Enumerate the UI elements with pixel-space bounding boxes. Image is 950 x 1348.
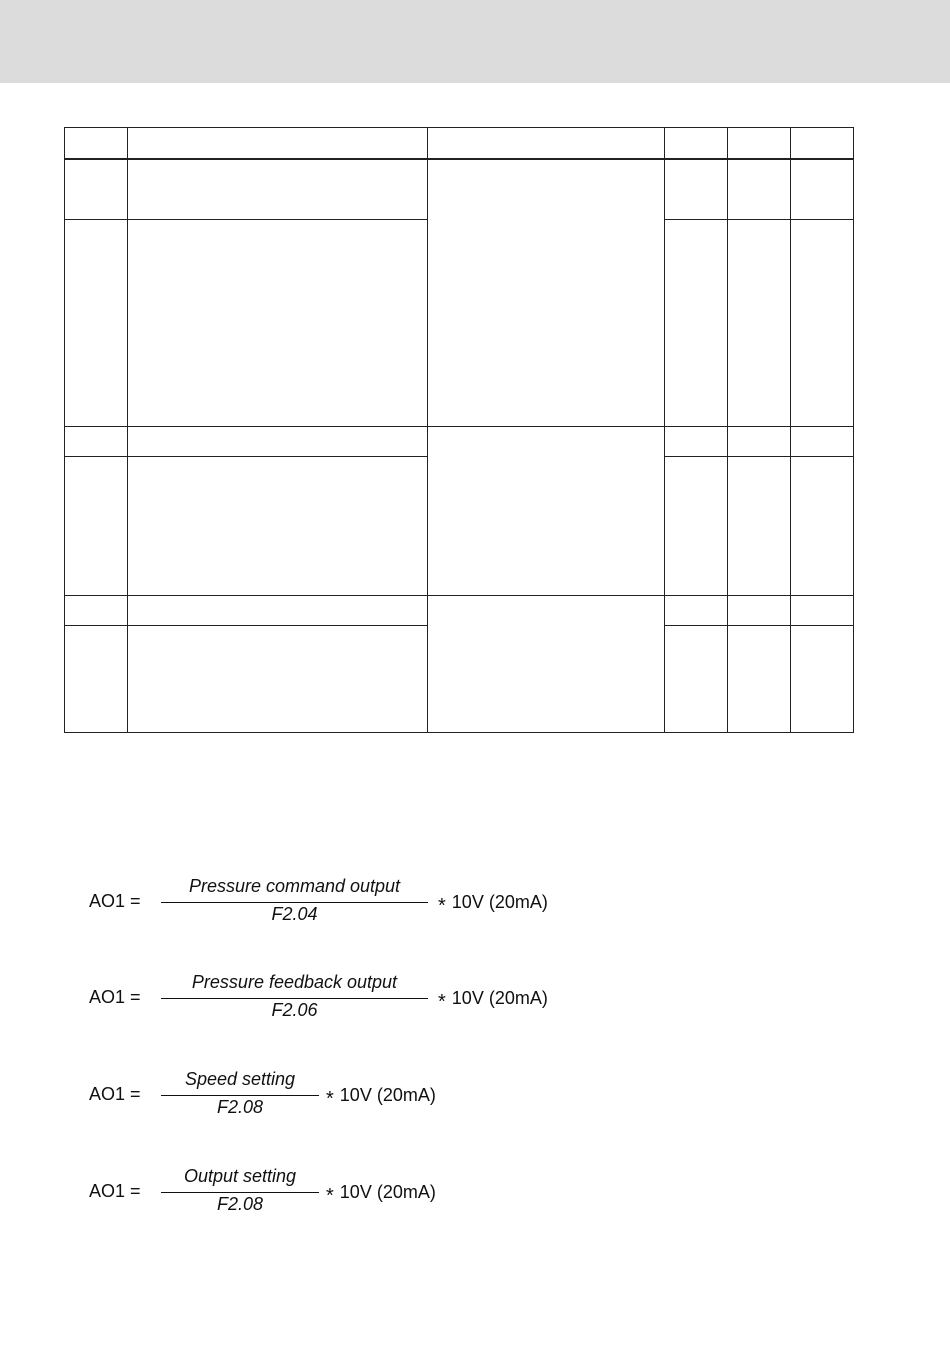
table-cell (128, 626, 428, 733)
formula-rhs (438, 987, 548, 1013)
table-cell (791, 457, 854, 596)
table-cell (791, 220, 854, 427)
header-cell (665, 128, 728, 159)
table-cell (665, 220, 728, 427)
formula-lhs: AO1 = (89, 1084, 141, 1104)
table-cell (65, 457, 128, 596)
table-cell (128, 159, 428, 220)
table-row (65, 596, 854, 626)
table-cell (428, 159, 665, 427)
table-cell (65, 427, 128, 457)
fraction-numerator: Pressure feedback output (191, 972, 398, 992)
table-cell (128, 427, 428, 457)
fraction-bar (161, 1095, 319, 1096)
table-cell (65, 220, 128, 427)
table-cell (728, 220, 791, 427)
table-cell (728, 457, 791, 596)
formula-multiplier: 10V (20mA) (451, 892, 548, 912)
table-cell (728, 427, 791, 457)
fraction-denominator: F2.06 (271, 1000, 318, 1020)
parameter-table (64, 127, 854, 733)
table-cell (791, 427, 854, 457)
formula-pressure-command (89, 876, 609, 932)
header-cell (728, 128, 791, 159)
table-cell (428, 427, 665, 596)
table-cell (665, 457, 728, 596)
fraction-bar (161, 998, 428, 999)
fraction-denominator: F2.08 (216, 1097, 264, 1117)
formula-rhs (326, 1084, 436, 1110)
fraction-denominator: F2.08 (216, 1194, 264, 1214)
multiply-symbol: * (438, 895, 446, 917)
multiply-symbol: * (326, 1185, 334, 1207)
table-cell (428, 596, 665, 733)
fraction-numerator: Pressure command output (188, 876, 401, 896)
header-cell (128, 128, 428, 159)
formula-speed-setting (89, 1069, 609, 1125)
table-cell (728, 626, 791, 733)
fraction-numerator: Output setting (183, 1166, 297, 1186)
formula-rhs (438, 891, 548, 917)
table-cell (665, 427, 728, 457)
table-cell (65, 159, 128, 220)
table-row (65, 159, 854, 220)
formula-multiplier: 10V (20mA) (451, 988, 548, 1008)
formula-output-setting (89, 1166, 609, 1222)
fraction-numerator: Speed setting (184, 1069, 296, 1089)
table-header-row (65, 128, 854, 159)
page-header-band (0, 0, 950, 83)
table-cell (665, 596, 728, 626)
header-cell (791, 128, 854, 159)
table-cell (128, 596, 428, 626)
formula-multiplier: 10V (20mA) (339, 1182, 436, 1202)
table-cell (791, 159, 854, 220)
header-cell (428, 128, 665, 159)
table-cell (791, 596, 854, 626)
formula-multiplier: 10V (20mA) (339, 1085, 436, 1105)
formula-lhs: AO1 = (89, 987, 141, 1007)
table-cell (665, 159, 728, 220)
fraction-denominator: F2.04 (271, 904, 318, 924)
table-cell (665, 626, 728, 733)
formula-lhs: AO1 = (89, 891, 141, 911)
fraction-bar (161, 902, 428, 903)
multiply-symbol: * (326, 1088, 334, 1110)
table-cell (65, 626, 128, 733)
table-row (65, 427, 854, 457)
table-cell (128, 457, 428, 596)
fraction-bar (161, 1192, 319, 1193)
table-cell (791, 626, 854, 733)
formula-lhs: AO1 = (89, 1181, 141, 1201)
table-cell (728, 596, 791, 626)
table-cell (65, 596, 128, 626)
multiply-symbol: * (438, 991, 446, 1013)
header-cell (65, 128, 128, 159)
formula-rhs (326, 1181, 436, 1207)
table-cell (728, 159, 791, 220)
table-cell (128, 220, 428, 427)
formula-pressure-feedback (89, 972, 609, 1028)
